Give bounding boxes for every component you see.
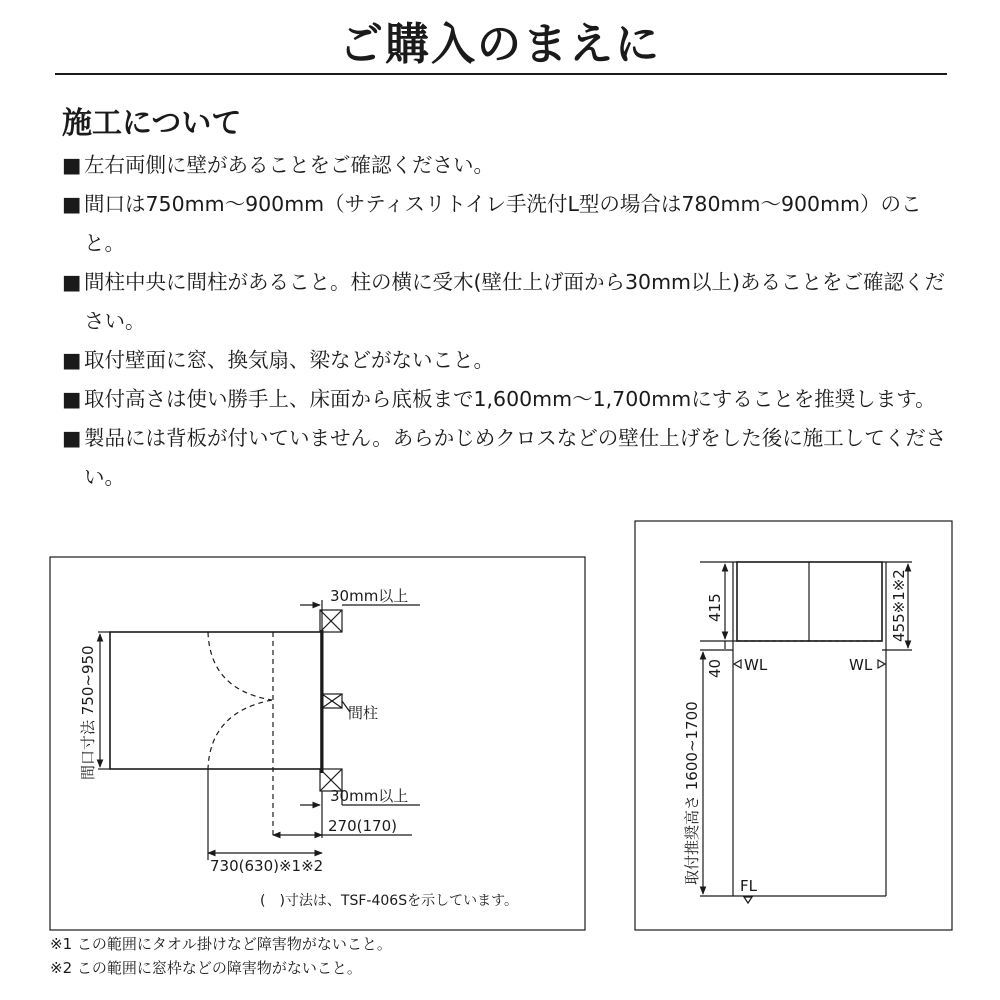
square-bullet-icon: ■ bbox=[62, 348, 82, 372]
depth-label: 270(170) bbox=[328, 817, 397, 835]
note-text: 左右両側に壁があることをご確認ください。 bbox=[84, 153, 494, 177]
square-bullet-icon: ■ bbox=[62, 153, 82, 177]
floor-label: FL bbox=[740, 877, 757, 895]
section-heading: 施工について bbox=[62, 106, 242, 141]
footnotes bbox=[50, 932, 392, 980]
plan-view-labels bbox=[79, 587, 518, 909]
door-swing-bottom bbox=[208, 700, 272, 769]
note-text: 取付高さは使い勝手上、床面から底板まで1,600mm～1,700mmにすることを推奨します。 bbox=[84, 387, 936, 411]
door-swing-top bbox=[208, 632, 272, 700]
elevation-view-labels bbox=[683, 569, 908, 895]
plan-note: ( )寸法は、TSF-406Sを示しています。 bbox=[260, 893, 518, 909]
clearance-height-label: 455※1※2 bbox=[890, 569, 908, 642]
note-text: 間口は750mm～900mm（サティスリトイレ手洗付L型の場合は780mm～900mm）のこと。 bbox=[84, 192, 922, 255]
bottom-margin-label: 30mm以上 bbox=[330, 787, 409, 805]
cabinet-outline bbox=[110, 632, 321, 769]
frontage-label: 間口寸法 750~950 bbox=[79, 645, 97, 780]
square-bullet-icon: ■ bbox=[62, 426, 82, 450]
top-margin-label: 30mm以上 bbox=[330, 587, 409, 605]
footnote-1: ※1 この範囲にタオル掛けなど障害物がないこと。 bbox=[50, 935, 392, 953]
note-text: 取付壁面に窓、換気扇、梁などがないこと。 bbox=[84, 348, 494, 372]
floor-marker-icon bbox=[744, 897, 752, 903]
note-text: 製品には背板が付いていません。あらかじめクロスなどの壁仕上げをした後に施工してください。 bbox=[84, 426, 947, 489]
square-bullet-icon: ■ bbox=[62, 192, 82, 216]
square-bullet-icon: ■ bbox=[62, 387, 82, 411]
footnote-2: ※2 この範囲に窓枠などの障害物がないこと。 bbox=[50, 959, 362, 977]
square-bullet-icon: ■ bbox=[62, 270, 82, 294]
wall-left-label: WL bbox=[744, 656, 768, 674]
width-label: 730(630)※1※2 bbox=[210, 857, 324, 875]
mount-height-label: 取付推奨高さ 1600~1700 bbox=[683, 701, 701, 885]
note-text: 間柱中央に間柱があること。柱の横に受木(壁仕上げ面から30mm以上)あることをご確認ください。 bbox=[84, 270, 946, 333]
stud-label: 間柱 bbox=[348, 704, 379, 722]
page-title: ご購入のまえに bbox=[339, 19, 661, 70]
base-height-label: 40 bbox=[706, 658, 724, 678]
wall-right-marker-icon bbox=[878, 660, 885, 668]
cabinet-height-label: 415 bbox=[706, 593, 724, 622]
wall-right-label: WL bbox=[849, 656, 873, 674]
wall-left-marker-icon bbox=[734, 660, 741, 668]
